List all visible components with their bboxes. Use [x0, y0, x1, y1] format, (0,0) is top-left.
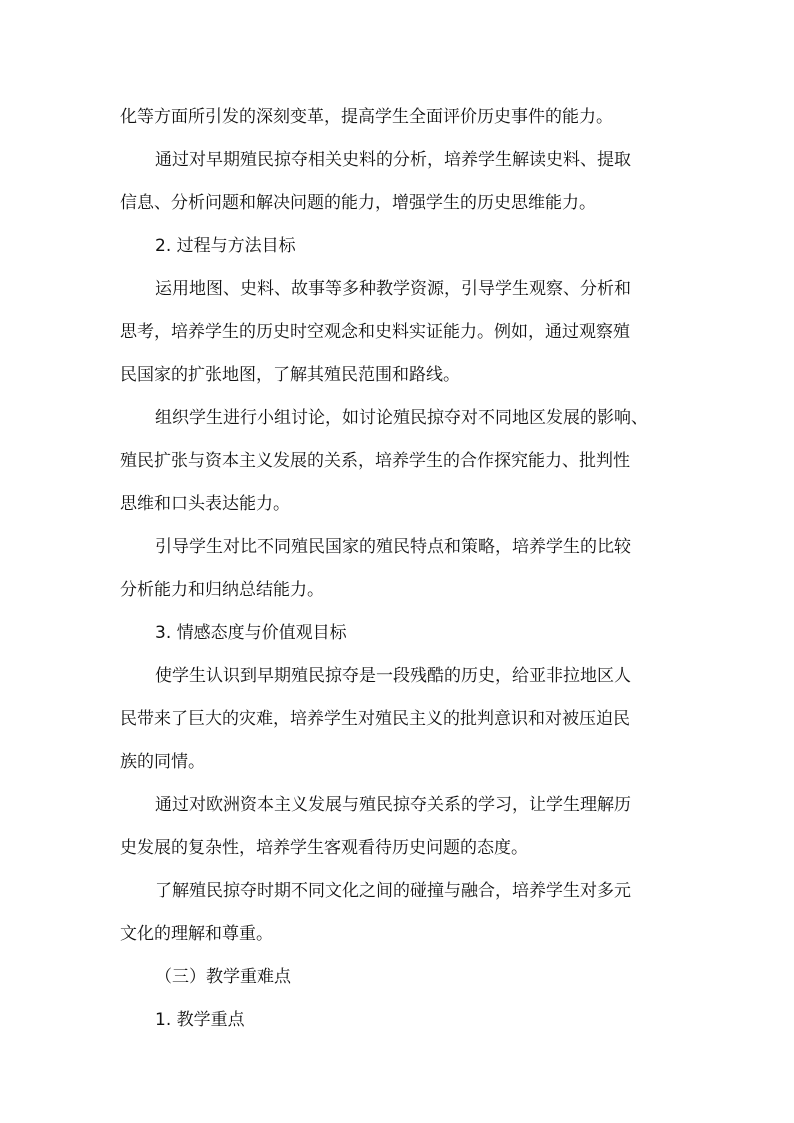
- section-heading: 2. 过程与方法目标: [155, 236, 296, 256]
- text-line: 思维和口头表达能力。: [120, 494, 290, 514]
- text-line: 运用地图、史料、故事等多种教学资源，引导学生观察、分析和: [155, 279, 631, 299]
- text-line: 分析能力和归纳总结能力。: [120, 580, 324, 600]
- text-line: 信息、分析问题和解决问题的能力，增强学生的历史思维能力。: [120, 193, 596, 213]
- text-line: 组织学生进行小组讨论，如讨论殖民掠夺对不同地区发展的影响、: [155, 408, 648, 428]
- text-line: 思考，培养学生的历史时空观念和史料实证能力。例如，通过观察殖: [120, 322, 630, 342]
- text-line: 化等方面所引发的深刻变革，提高学生全面评价历史事件的能力。: [120, 107, 613, 127]
- text-line: 通过对欧洲资本主义发展与殖民掠夺关系的学习，让学生理解历: [155, 795, 631, 815]
- text-line: 通过对早期殖民掠夺相关史料的分析，培养学生解读史料、提取: [155, 150, 631, 170]
- text-line: 族的同情。: [120, 752, 205, 772]
- text-line: 民带来了巨大的灾难，培养学生对殖民主义的批判意识和对被压迫民: [120, 709, 630, 729]
- section-heading: （三）教学重难点: [155, 967, 291, 987]
- text-line: 民国家的扩张地图，了解其殖民范围和路线。: [120, 365, 460, 385]
- text-line: 文化的理解和尊重。: [120, 924, 273, 944]
- text-line: 引导学生对比不同殖民国家的殖民特点和策略，培养学生的比较: [155, 537, 631, 557]
- section-heading: 1. 教学重点: [155, 1010, 245, 1030]
- section-heading: 3. 情感态度与价值观目标: [155, 623, 347, 643]
- text-line: 殖民扩张与资本主义发展的关系，培养学生的合作探究能力、批判性: [120, 451, 630, 471]
- text-line: 史发展的复杂性，培养学生客观看待历史问题的态度。: [120, 838, 528, 858]
- text-line: 了解殖民掠夺时期不同文化之间的碰撞与融合，培养学生对多元: [155, 881, 631, 901]
- text-line: 使学生认识到早期殖民掠夺是一段残酷的历史，给亚非拉地区人: [155, 666, 631, 686]
